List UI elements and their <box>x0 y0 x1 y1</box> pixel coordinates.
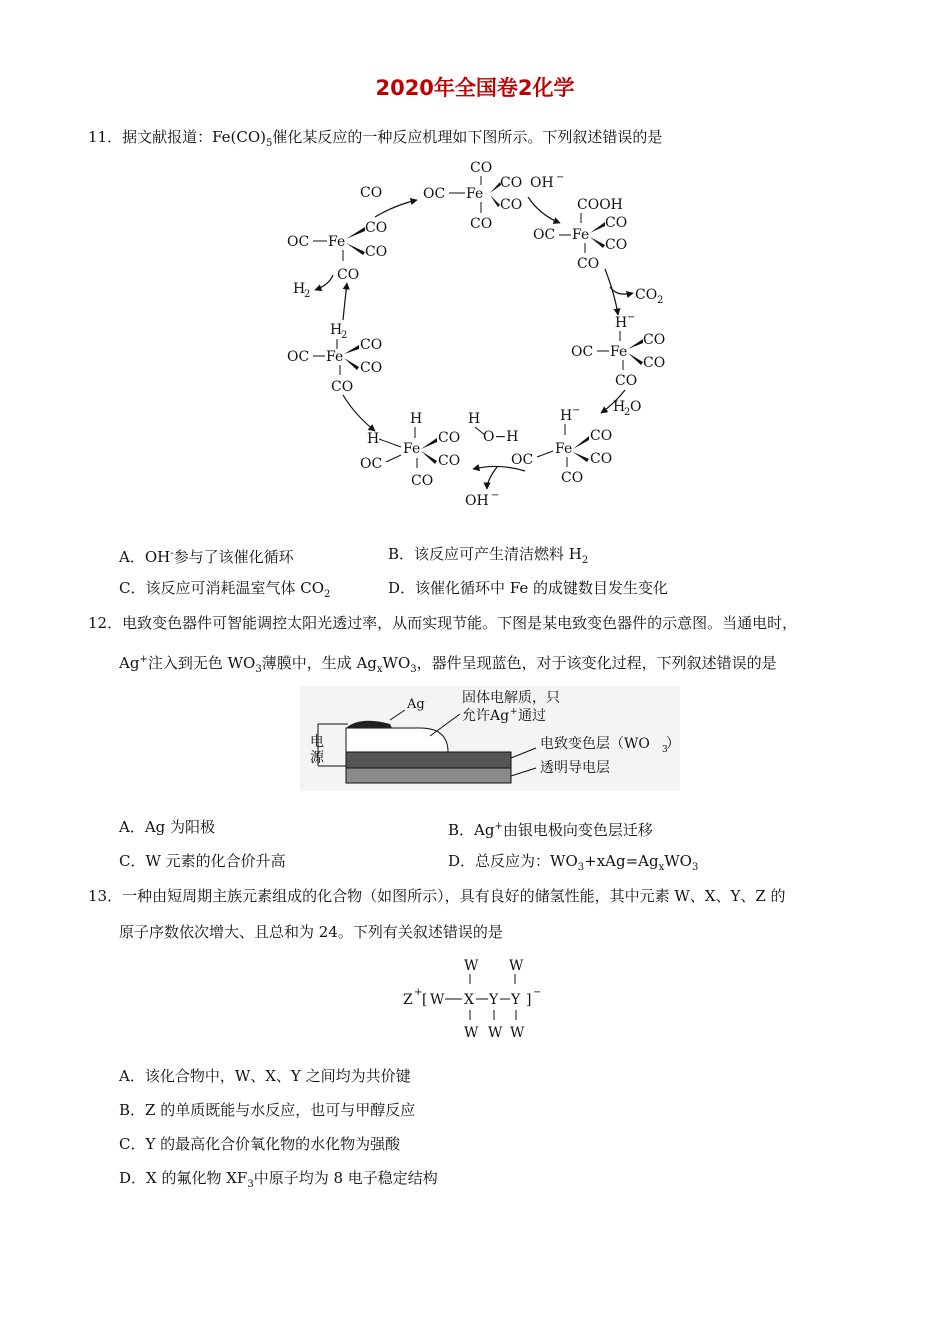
option-text: 参与了该催化循环 <box>173 548 294 566</box>
option-11-b[interactable] <box>388 544 588 571</box>
svg-text:CO: CO <box>360 185 383 201</box>
svg-text:CO: CO <box>561 470 584 486</box>
svg-text:源: 源 <box>310 750 324 766</box>
svg-text:OC: OC <box>571 344 594 360</box>
subscript: 3 <box>255 664 262 675</box>
svg-text:2: 2 <box>624 407 631 418</box>
svg-text:OC: OC <box>511 452 534 468</box>
svg-text:OC: OC <box>533 227 556 243</box>
fe-complex-hydride <box>571 312 665 389</box>
svg-text:W: W <box>464 1025 479 1041</box>
stem-text: 薄膜中，生成 Ag <box>261 654 377 672</box>
svg-text:−: − <box>491 490 500 501</box>
svg-text:CO: CO <box>360 337 383 353</box>
subscript: 3 <box>691 862 699 873</box>
subscript: 5 <box>266 138 273 149</box>
svg-text:Y: Y <box>489 992 499 1008</box>
option-12-b[interactable] <box>448 817 653 840</box>
option-11-a[interactable] <box>119 544 294 567</box>
svg-text:CO: CO <box>337 267 360 283</box>
electrochromic-device-diagram <box>300 686 680 791</box>
svg-text:CO: CO <box>500 197 523 213</box>
option-text: +xAg=Ag <box>584 852 659 870</box>
subscript: 2 <box>581 555 589 566</box>
svg-text:CO: CO <box>331 379 354 395</box>
option-text: 该催化循环中 Fe 的成键数目发生变化 <box>415 579 669 597</box>
svg-text:CO: CO <box>470 216 493 232</box>
question-number: 13． <box>88 887 123 905</box>
svg-text:CO: CO <box>590 451 613 467</box>
option-13-b[interactable] <box>119 1100 415 1120</box>
svg-text:O−H: O−H <box>483 429 519 445</box>
svg-text:允许Ag: 允许Ag <box>462 708 510 724</box>
svg-text:2: 2 <box>341 330 348 341</box>
svg-text:H: H <box>293 281 306 297</box>
svg-text:−: − <box>556 172 565 183</box>
svg-text:H: H <box>367 431 380 447</box>
option-label: A． <box>119 818 145 836</box>
svg-text:+: + <box>414 987 423 998</box>
svg-text:CO: CO <box>643 332 666 348</box>
svg-text:OC: OC <box>360 456 383 472</box>
fe-complex-bottom-right <box>511 405 612 486</box>
svg-text:Fe: Fe <box>610 344 628 360</box>
svg-text:W: W <box>510 1025 525 1041</box>
option-text: 由银电极向变色层迁移 <box>502 821 653 839</box>
stem-text: 电致变色器件可智能调控太阳光透过率，从而实现节能。下图是某电致变色器件的示意图。当通电时， <box>122 614 798 632</box>
compound-structure-diagram <box>400 952 550 1042</box>
option-12-c[interactable] <box>119 851 286 871</box>
svg-text:Fe: Fe <box>326 349 344 365</box>
option-text: A．该化合物中，W、X、Y 之间均为共价键 <box>119 1067 411 1085</box>
question-12-stem-line2 <box>119 650 777 680</box>
stem-text: 原子序数依次增大、且总和为 24。下列有关叙述错误的是 <box>119 923 503 941</box>
svg-text:CO: CO <box>470 160 493 176</box>
svg-text:CO: CO <box>605 215 628 231</box>
option-text: 该反应可产生清洁燃料 H <box>414 545 582 563</box>
svg-text:OC: OC <box>287 349 310 365</box>
stem-text: ，器件呈现蓝色，对于该变化过程，下列叙述错误的是 <box>416 654 777 672</box>
stem-text: 注入到无色 WO <box>147 654 256 672</box>
superscript: - <box>170 548 174 559</box>
svg-text:CO: CO <box>615 373 638 389</box>
svg-text:CO: CO <box>360 360 383 376</box>
svg-text:透明导电层: 透明导电层 <box>540 760 610 776</box>
option-text: WO <box>664 852 692 870</box>
option-13-d[interactable] <box>119 1168 438 1195</box>
svg-text:[: [ <box>422 992 428 1008</box>
option-text: C．Y 的最高化合价氧化物的水化物为强酸 <box>119 1135 401 1153</box>
svg-text:固体电解质，只: 固体电解质，只 <box>462 690 560 706</box>
svg-text:CO: CO <box>438 453 461 469</box>
question-12-stem-line1 <box>88 613 797 633</box>
svg-text:CO: CO <box>365 220 388 236</box>
svg-text:Y: Y <box>511 992 521 1008</box>
svg-text:CO: CO <box>500 175 523 191</box>
svg-text:CO: CO <box>438 430 461 446</box>
option-label: C． <box>119 852 146 870</box>
svg-text:Fe: Fe <box>403 441 421 457</box>
subscript: 3 <box>247 1179 254 1190</box>
svg-text:CO: CO <box>411 473 434 489</box>
option-13-a[interactable] <box>119 1066 411 1086</box>
svg-text:OH: OH <box>465 493 489 509</box>
svg-text:H: H <box>468 411 481 427</box>
svg-text:−: − <box>533 987 542 998</box>
option-text: D．X 的氟化物 XF <box>119 1169 248 1187</box>
svg-text:OC: OC <box>287 234 310 250</box>
option-text: B．Z 的单质既能与水反应，也可与甲醇反应 <box>119 1101 416 1119</box>
page-title: 2020年全国卷2化学 <box>375 76 575 100</box>
svg-text:H: H <box>330 322 343 338</box>
stem-text: 一种由短周期主族元素组成的化合物（如图所示），具有良好的储氢性能，其中元素 W、X、Y、Z 的 <box>122 887 786 905</box>
subscript: x <box>376 664 383 675</box>
svg-text:W: W <box>430 992 445 1008</box>
svg-text:H: H <box>615 315 628 331</box>
question-13-stem-line2 <box>119 922 503 942</box>
question-number: 12． <box>88 614 123 632</box>
svg-text:W: W <box>488 1025 503 1041</box>
fe-complex-top <box>423 160 522 232</box>
svg-text:CO: CO <box>643 355 666 371</box>
svg-text:Fe: Fe <box>466 186 484 202</box>
svg-text:）: ） <box>666 736 680 752</box>
svg-text:2: 2 <box>657 295 664 306</box>
option-13-c[interactable] <box>119 1134 400 1154</box>
option-text: 该反应可消耗温室气体 CO <box>145 579 325 597</box>
option-label: D． <box>388 579 416 597</box>
catalytic-cycle-diagram <box>285 155 685 515</box>
fe-complex-bottom-left <box>360 411 460 489</box>
option-label: B． <box>388 545 415 563</box>
svg-text:Ag: Ag <box>407 697 425 712</box>
svg-text:OC: OC <box>423 186 446 202</box>
superscript: + <box>139 654 148 665</box>
svg-text:]: ] <box>526 992 532 1008</box>
stem-text: WO <box>382 654 411 672</box>
question-number: 11． <box>88 128 123 146</box>
svg-text:通过: 通过 <box>518 708 546 724</box>
svg-text:−: − <box>572 405 581 416</box>
fe-complex-top-left <box>287 185 387 283</box>
svg-text:Fe: Fe <box>572 227 590 243</box>
subscript: 3 <box>577 862 585 873</box>
svg-text:H: H <box>613 399 626 415</box>
superscript: + <box>494 821 503 832</box>
svg-text:W: W <box>509 958 524 974</box>
fe-complex-cooh <box>530 172 627 272</box>
stem-text: 据文献报道：Fe(CO) <box>122 128 267 146</box>
option-text: 中原子均为 8 电子稳定结构 <box>253 1169 438 1187</box>
svg-text:OH: OH <box>530 175 554 191</box>
svg-text:Fe: Fe <box>555 441 573 457</box>
svg-text:O: O <box>630 399 642 415</box>
svg-text:CO: CO <box>605 237 628 253</box>
option-label: B． <box>448 821 475 839</box>
svg-text:CO: CO <box>635 287 658 303</box>
question-13-stem-line1 <box>88 886 786 906</box>
svg-text:电致变色层（WO: 电致变色层（WO <box>540 736 650 752</box>
svg-text:电: 电 <box>310 734 324 750</box>
option-text: Ag <box>474 821 495 839</box>
option-11-c[interactable] <box>119 578 330 605</box>
option-label: D． <box>448 852 476 870</box>
option-text: W 元素的化合价升高 <box>145 852 286 870</box>
svg-text:2: 2 <box>304 289 311 300</box>
option-text: 总反应为：WO <box>475 852 578 870</box>
question-11-stem <box>88 127 662 154</box>
option-text: OH <box>144 548 171 566</box>
svg-text:W: W <box>464 958 479 974</box>
stem-text: 催化某反应的一种反应机理如下图所示。下列叙述错误的是 <box>272 128 663 146</box>
option-11-d[interactable] <box>388 578 668 598</box>
svg-text:H: H <box>560 408 573 424</box>
option-12-d[interactable] <box>448 851 698 878</box>
svg-text:CO: CO <box>577 256 600 272</box>
stem-text: Ag <box>119 654 140 672</box>
svg-text:COOH: COOH <box>577 197 623 213</box>
subscript: 2 <box>324 589 331 600</box>
svg-text:Fe: Fe <box>328 234 346 250</box>
option-label: C． <box>119 579 146 597</box>
svg-text:CO: CO <box>365 244 388 260</box>
subscript: 3 <box>410 664 417 675</box>
svg-text:+: + <box>510 707 518 717</box>
svg-text:H: H <box>410 411 423 427</box>
svg-text:CO: CO <box>590 428 613 444</box>
svg-text:−: − <box>627 312 636 323</box>
option-text: Ag 为阳极 <box>144 818 216 836</box>
svg-text:3: 3 <box>662 745 668 755</box>
option-label: A． <box>119 548 145 566</box>
svg-text:Z: Z <box>403 992 413 1008</box>
subscript: x <box>658 862 665 873</box>
option-12-a[interactable] <box>119 817 215 837</box>
svg-text:X: X <box>464 992 474 1008</box>
fe-complex-dihydrogen <box>287 322 382 395</box>
